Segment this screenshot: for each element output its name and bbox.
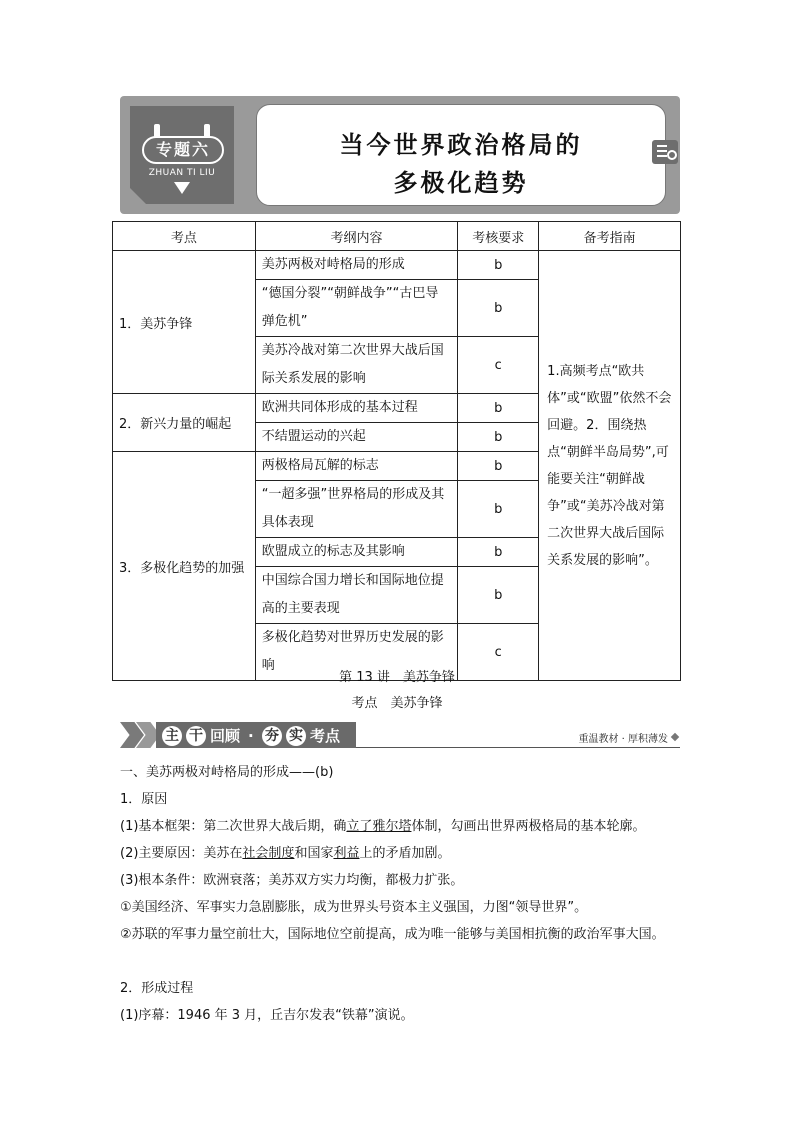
header-topic: 考点	[113, 222, 256, 251]
content-cell: 美苏冷战对第二次世界大战后国际关系发展的影响	[255, 337, 458, 394]
chapter-banner	[120, 96, 680, 214]
level-cell: b	[458, 567, 539, 624]
topic-cell: 2．新兴力量的崛起	[113, 394, 256, 452]
table-header-row	[113, 222, 681, 251]
text-run: (2)主要原因：美苏在	[120, 846, 243, 861]
section-char-circle: 干	[186, 726, 206, 746]
level-cell: b	[458, 423, 539, 452]
guide-cell: 1.高频考点“欧共体”或“欧盟”依然不会回避。2．围绕热点“朝鲜半岛局势”,可能要关注“朝鲜战争”或“美苏冷战对第二次世界大战后国际关系发展的影响”。	[539, 251, 681, 681]
level-cell: b	[458, 452, 539, 481]
paragraph-framework	[120, 814, 680, 840]
table-row	[113, 251, 681, 280]
chapter-title-line1: 当今世界政治格局的	[339, 131, 583, 159]
section-text: 回顾	[210, 727, 241, 745]
topic-cell: 1．美苏争锋	[113, 251, 256, 394]
paragraph-ussr: ②苏联的军事力量空前壮大，国际地位空前提高，成为唯一能够与美国相抗衡的政治军事大国。	[120, 927, 665, 942]
level-cell: b	[458, 538, 539, 567]
content-cell: 欧盟成立的标志及其影响	[255, 538, 458, 567]
level-cell: c	[458, 337, 539, 394]
section-band	[156, 722, 356, 748]
topic-cell: 3．多极化趋势的加强	[113, 452, 256, 681]
content-cell: 欧洲共同体形成的基本过程	[255, 394, 458, 423]
section-divider	[356, 747, 680, 748]
content-cell: 中国综合国力增长和国际地位提高的主要表现	[255, 567, 458, 624]
section-text: 考点	[310, 727, 341, 745]
badge-label: 专题六	[142, 136, 224, 164]
section-bar	[120, 720, 680, 750]
kaodian-title: 考点 美苏争锋	[351, 696, 443, 711]
badge-pinyin: ZHUAN TI LIU	[148, 168, 216, 178]
subheading-process: 2．形成过程	[120, 981, 194, 996]
header-level: 考核要求	[458, 222, 539, 251]
underlined-text: 利益	[333, 846, 360, 861]
section-slogan: 重温教材 · 厚积薄发	[578, 734, 668, 745]
exam-requirements-table	[112, 221, 681, 681]
section-char-circle: 实	[286, 726, 306, 746]
content-cell: 美苏两极对峙格局的形成	[255, 251, 458, 280]
paragraph-fundamental: (3)根本条件：欧洲衰落；美苏双方实力均衡，都极力扩张。	[120, 873, 464, 888]
content-cell: “一超多强”世界格局的形成及其具体表现	[255, 481, 458, 538]
content-cell: 两极格局瓦解的标志	[255, 452, 458, 481]
section-char-circle: 主	[162, 726, 182, 746]
document-search-icon[interactable]	[652, 140, 678, 164]
content-cell: 不结盟运动的兴起	[255, 423, 458, 452]
content-cell: “德国分裂”“朝鲜战争”“古巴导弹危机”	[255, 280, 458, 337]
diamond-icon	[671, 733, 679, 741]
text-run: (1)基本框架：第二次世界大战后期，确	[120, 819, 347, 834]
level-cell: c	[458, 624, 539, 681]
paragraph-usa: ①美国经济、军事实力急剧膨胀，成为世界头号资本主义强国，力图“领导世界”。	[120, 900, 588, 915]
section-dot: ·	[248, 727, 254, 745]
chapter-title-box	[256, 104, 666, 206]
underlined-text: 立了	[346, 819, 373, 834]
level-cell: b	[458, 394, 539, 423]
content-cell: 多极化趋势对世界历史发展的影响	[255, 624, 458, 681]
level-cell: b	[458, 481, 539, 538]
text-run: 体制，勾画出世界两极格局的基本轮廓。	[411, 819, 646, 834]
level-cell: b	[458, 280, 539, 337]
chapter-title-line2: 多极化趋势	[393, 169, 529, 197]
lecture-title: 第 13 讲 美苏争锋	[339, 670, 455, 685]
header-content: 考纲内容	[255, 222, 458, 251]
level-cell: b	[458, 251, 539, 280]
page-curl-icon	[130, 188, 146, 204]
text-run: 上的矛盾加剧。	[359, 846, 451, 861]
chapter-badge	[130, 106, 234, 204]
text-run: 和国家	[294, 846, 334, 861]
heading-1: 一、美苏两极对峙格局的形成——(b)	[120, 765, 334, 780]
paragraph-main-reason	[120, 841, 680, 867]
section-char-circle: 夯	[262, 726, 282, 746]
paragraph-prelude: (1)序幕：1946 年 3 月，丘吉尔发表“铁幕”演说。	[120, 1008, 414, 1023]
header-guide: 备考指南	[539, 222, 681, 251]
down-arrow-icon	[174, 182, 190, 194]
subheading-reasons: 1．原因	[120, 792, 168, 807]
underlined-text: 社会制度	[242, 846, 295, 861]
underlined-text: 雅尔塔	[372, 819, 412, 834]
